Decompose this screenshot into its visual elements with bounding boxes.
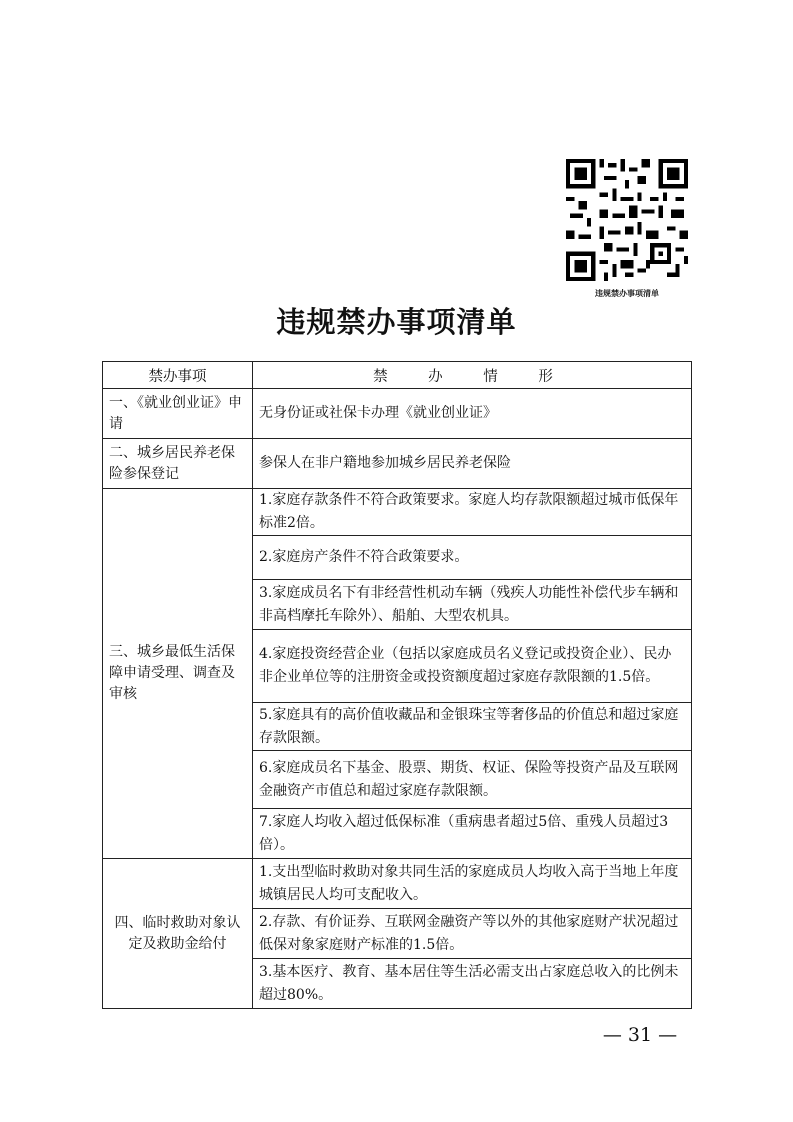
condition-cell: 6.家庭成员名下基金、股票、期货、权证、保险等投资产品及互联网金融资产市值总和超过家庭存款限额。: [253, 751, 692, 809]
condition-cell: 参保人在非户籍地参加城乡居民养老保险: [253, 439, 692, 489]
qr-caption: 违规禁办事项清单: [595, 289, 659, 298]
table-row: [103, 389, 692, 439]
condition-cell: 3.家庭成员名下有非经营性机动车辆（残疾人功能性补偿代步车辆和非高档摩托车除外）、船舶、大型农机具。: [253, 580, 692, 630]
condition-cell: 3.基本医疗、教育、基本居住等生活必需支出占家庭总收入的比例未超过80%。: [253, 959, 692, 1009]
table-header-row: [103, 362, 692, 389]
condition-cell: 2.家庭房产条件不符合政策要求。: [253, 536, 692, 580]
condition-cell: 无身份证或社保卡办理《就业创业证》: [253, 389, 692, 439]
category-cell: 四、临时救助对象认定及救助金给付: [103, 859, 253, 1009]
condition-cell: 2.存款、有价证券、互联网金融资产等以外的其他家庭财产状况超过低保对象家庭财产标准的1.5倍。: [253, 909, 692, 959]
column-header: 禁办事项: [103, 362, 253, 389]
condition-cell: 7.家庭人均收入超过低保标准（重病患者超过5倍、重残人员超过3倍）。: [253, 809, 692, 859]
condition-cell: 4.家庭投资经营企业（包括以家庭成员名义登记或投资企业）、民办非企业单位等的注册资金或投资额度超过家庭存款限额的1.5倍。: [253, 630, 692, 703]
table-row: [103, 439, 692, 489]
column-header: 禁 办 情 形: [253, 362, 692, 389]
condition-cell: 5.家庭具有的高价值收藏品和金银珠宝等奢侈品的价值总和超过家庭存款限额。: [253, 703, 692, 751]
page-title: 违规禁办事项清单: [276, 305, 517, 339]
table-row: [103, 489, 692, 536]
category-cell: 二、城乡居民养老保险参保登记: [103, 439, 253, 489]
category-cell: 三、城乡最低生活保障申请受理、调查及审核: [103, 489, 253, 859]
page-number: — 31 —: [602, 1024, 678, 1046]
category-cell: 一、《就业创业证》申请: [103, 389, 253, 439]
prohibited-items-table: [102, 361, 692, 1009]
table-row: [103, 859, 692, 909]
condition-cell: 1.家庭存款条件不符合政策要求。家庭人均存款限额超过城市低保年标准2倍。: [253, 489, 692, 536]
qr-code-icon: [566, 159, 688, 281]
condition-cell: 1.支出型临时救助对象共同生活的家庭成员人均收入高于当地上年度城镇居民人均可支配收入。: [253, 859, 692, 909]
